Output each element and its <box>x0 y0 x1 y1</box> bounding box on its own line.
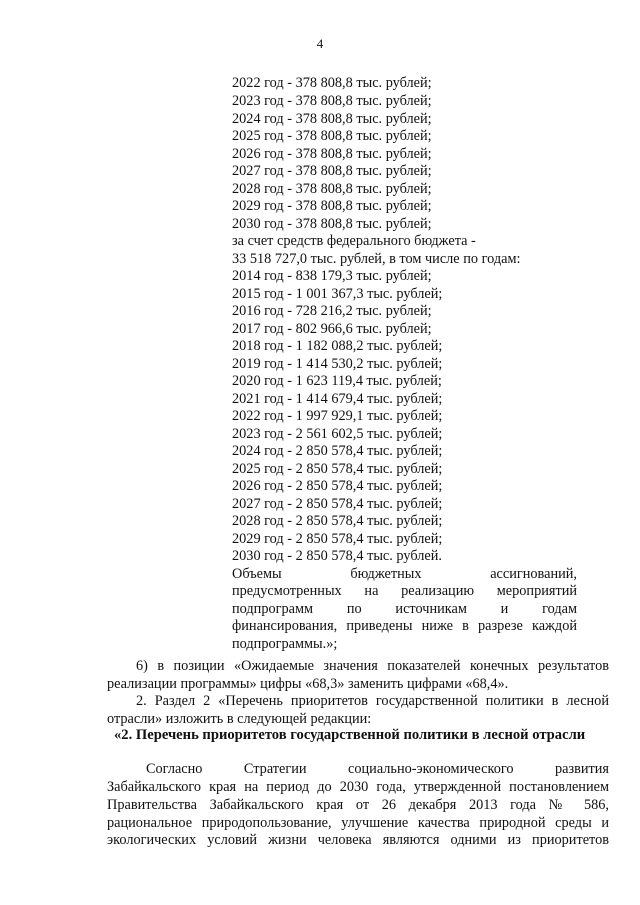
regional-year-line: 2022 год - 378 808,8 тыс. рублей; <box>232 75 432 91</box>
federal-year-line: 2015 год - 1 001 367,3 тыс. рублей; <box>232 286 443 302</box>
regional-year-line: 2024 год - 378 808,8 тыс. рублей; <box>232 111 432 127</box>
federal-year-line: 2021 год - 1 414 679,4 тыс. рублей; <box>232 391 443 407</box>
federal-year-line: 2022 год - 1 997 929,1 тыс. рублей; <box>232 408 443 424</box>
federal-year-line: 2025 год - 2 850 578,4 тыс. рублей; <box>232 461 443 477</box>
federal-year-line: 2028 год - 2 850 578,4 тыс. рублей; <box>232 513 443 529</box>
regional-year-line: 2027 год - 378 808,8 тыс. рублей; <box>232 163 432 179</box>
federal-total: 33 518 727,0 тыс. рублей, в том числе по годам: <box>232 251 521 267</box>
federal-year-line: 2019 год - 1 414 530,2 тыс. рублей; <box>232 356 443 372</box>
federal-year-line: 2018 год - 1 182 088,2 тыс. рублей; <box>232 338 443 354</box>
federal-year-line: 2020 год - 1 623 119,4 тыс. рублей; <box>232 373 442 389</box>
item-2-line: отрасли» изложить в следующей редакции: <box>107 711 372 727</box>
federal-year-line: 2030 год - 2 850 578,4 тыс. рублей. <box>232 548 442 564</box>
body-line: Забайкальского края на период до 2030 года, утвержденной постановлением <box>107 779 609 795</box>
volumes-note-line: подпрограмм по источникам и годам <box>232 601 577 617</box>
page-number: 4 <box>316 36 324 51</box>
regional-year-line: 2029 год - 378 808,8 тыс. рублей; <box>232 198 432 214</box>
federal-year-line: 2016 год - 728 216,2 тыс. рублей; <box>232 303 432 319</box>
regional-year-line: 2025 год - 378 808,8 тыс. рублей; <box>232 128 432 144</box>
federal-year-line: 2017 год - 802 966,6 тыс. рублей; <box>232 321 432 337</box>
federal-year-line: 2024 год - 2 850 578,4 тыс. рублей; <box>232 443 443 459</box>
regional-year-line: 2023 год - 378 808,8 тыс. рублей; <box>232 93 432 109</box>
item-6-line: 6) в позиции «Ожидаемые значения показателей конечных результатов <box>136 658 609 674</box>
item-6-line: реализации программы» цифры «68,3» заменить цифрами «68,4». <box>107 676 509 692</box>
body-line: Правительства Забайкальского края от 26 декабря 2013 года № 586, <box>107 797 609 813</box>
regional-year-line: 2030 год - 378 808,8 тыс. рублей; <box>232 216 432 232</box>
section-heading: «2. Перечень приоритетов государственной политики в лесной отрасли <box>114 727 586 743</box>
federal-intro: за счет средств федерального бюджета - <box>232 233 476 249</box>
volumes-note-line: Объемы бюджетных ассигнований, <box>232 566 577 582</box>
item-2-line: 2. Раздел 2 «Перечень приоритетов государственной политики в лесной <box>136 693 609 709</box>
body-line: рациональное природопользование, улучшение качества природной среды и <box>107 815 609 831</box>
federal-year-line: 2014 год - 838 179,3 тыс. рублей; <box>232 268 432 284</box>
federal-year-line: 2029 год - 2 850 578,4 тыс. рублей; <box>232 531 443 547</box>
federal-year-line: 2023 год - 2 561 602,5 тыс. рублей; <box>232 426 443 442</box>
volumes-note-line: предусмотренных на реализацию мероприятий <box>232 583 577 599</box>
federal-year-line: 2026 год - 2 850 578,4 тыс. рублей; <box>232 478 443 494</box>
regional-year-line: 2026 год - 378 808,8 тыс. рублей; <box>232 146 432 162</box>
body-line: Согласно Стратегии социально-экономического развития <box>146 761 609 777</box>
regional-year-line: 2028 год - 378 808,8 тыс. рублей; <box>232 181 432 197</box>
volumes-note-line: финансирования, приведены ниже в разрезе каждой <box>232 618 577 634</box>
federal-year-line: 2027 год - 2 850 578,4 тыс. рублей; <box>232 496 443 512</box>
volumes-note-line: подпрограммы.»; <box>232 636 338 652</box>
body-line: экологических условий жизни человека являются одними из приоритетов <box>107 832 609 848</box>
